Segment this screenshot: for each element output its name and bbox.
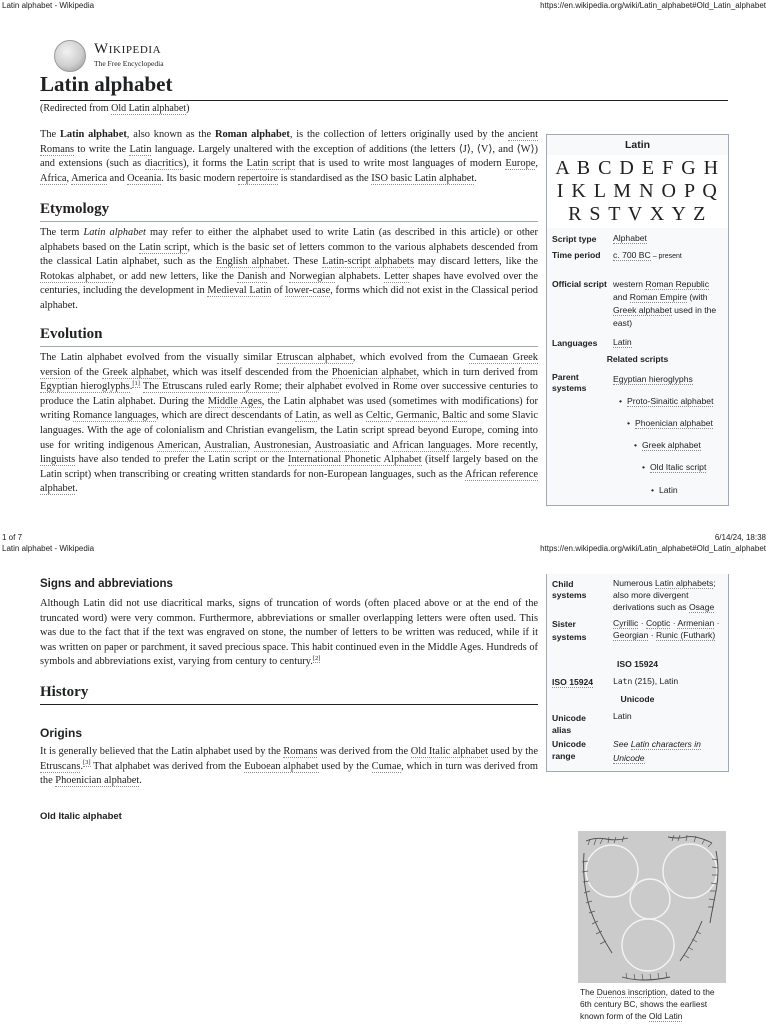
link-middle-ages[interactable]: Middle Ages — [207, 395, 262, 407]
link-medieval-latin[interactable]: Medieval Latin — [207, 285, 272, 297]
signs-paragraph: Although Latin did not use diacritical marks, signs of truncation of words (often placed above or at the end of the truncated word) were very common. Furthermore, abbreviations or smaller overlapping letters were often used. This was due to the fact that if the text was engraved on stone, the number of letters to be written was reduced, while if it was written on paper or parchment, it saved precious space. This habit continued even in the Middle Ages. Hundreds of symbols and abbreviations exist, varying from century to century.[2] — [40, 598, 538, 668]
link-repertoire[interactable]: repertoire — [237, 172, 279, 184]
link-latin-alphabets[interactable]: Latin alphabets — [655, 578, 714, 588]
history-heading: History — [40, 684, 89, 700]
evolution-paragraph: The Latin alphabet evolved from the visually similar Etruscan alphabet, which evolved from the Cumaean Greek version of the Greek alphabet, which was itself descended from the Phoenician alphabet, which in turn derived from Egyptian hieroglyphs.[1] The Etruscans ruled early Rome; their alphabet evolved in Rome over successive centuries to produce the Latin alphabet. During the Middle Ages, the Latin alphabet was used (sometimes with modifications) for writing Romance languages, which are direct descendants of Latin, as well as Celtic, Germanic, Baltic and some Slavic languages. With the age of colonialism and Christian evangelism, the Latin script spread beyond Europe, coming into use for writing indigenous American, Australian, Austronesian, Austroasiatic and African languages. More recently, linguists have also tended to prefer the Latin script or the International Phonetic Alphabet (itself largely based on the Latin script) when transcribing or creating written standards for non-European languages, such as the African reference alphabet. — [40, 352, 539, 495]
intro-paragraph: The Latin alphabet, also known as the Roman alphabet, is the collection of letters originally used by the ancient Romans to write the Latin language. Largely unaltered with the exception of additions (the letters ⟨J⟩, ⟨V⟩, and ⟨W⟩) and extensions (such as diacritics), it forms the Latin script that is used to write most languages of modern Europe, Africa, America and Oceania. Its basic modern repertoire is standardised as the ISO basic Latin alphabet. — [40, 129, 538, 184]
link-american[interactable]: American — [157, 439, 199, 451]
link-iso-basic-latin[interactable]: ISO basic Latin alphabet — [371, 172, 475, 184]
link-phoenician-alphabet-2[interactable]: Phoenician alphabet — [55, 775, 140, 787]
link-latin-2[interactable]: Latin — [295, 410, 318, 422]
link-latin-characters-unicode[interactable]: Latin characters in Unicode — [613, 739, 701, 763]
link-coptic[interactable]: Coptic — [645, 618, 671, 628]
link-latin-script-2[interactable]: Latin script — [139, 241, 188, 253]
link-diacritics[interactable]: diacritics — [144, 158, 183, 170]
wikipedia-wordmark: Wikipedia — [94, 41, 162, 57]
link-germanic[interactable]: Germanic — [395, 410, 437, 422]
link-ancient-romans[interactable]: ancient Romans — [40, 129, 538, 155]
link-parent-phoenician[interactable]: Phoenician alphabet — [635, 418, 713, 428]
link-lower-case[interactable]: lower-case — [285, 285, 331, 297]
link-african-languages[interactable]: African languages — [392, 439, 470, 451]
link-osage[interactable]: Osage — [688, 602, 715, 612]
link-latin-script-alphabets[interactable]: Latin-script alphabets — [322, 256, 414, 268]
link-etruscans[interactable]: Etruscans — [40, 760, 81, 772]
signs-heading: Signs and abbreviations — [40, 578, 173, 590]
evolution-underline — [40, 346, 538, 347]
old-italic-heading: Old Italic alphabet — [40, 811, 122, 822]
print-footer-datetime: 6/14/24, 18:38 — [714, 533, 766, 542]
link-austroasiatic[interactable]: Austroasiatic — [314, 439, 370, 451]
link-cumae[interactable]: Cumae — [371, 760, 402, 772]
origins-heading: Origins — [40, 726, 83, 740]
print-header-title: Latin alphabet - Wikipedia — [2, 1, 95, 10]
latin-letters-row-3: R S T V X Y Z — [568, 203, 707, 225]
link-roman-republic[interactable]: Roman Republic — [645, 279, 710, 289]
link-parent-proto-sinaitic[interactable]: Proto-Sinaitic alphabet — [627, 396, 714, 406]
link-egyptian-hieroglyphs[interactable]: Egyptian hieroglyphs — [40, 381, 130, 393]
link-celtic[interactable]: Celtic — [365, 410, 391, 422]
etymology-heading: Etymology — [40, 201, 110, 217]
infobox-label-child-systems: Child systems — [552, 579, 587, 600]
print-header-url-2: https://en.wikipedia.org/wiki/Latin_alphabet#Old_Latin_alphabet — [540, 544, 766, 553]
link-linguists[interactable]: linguists — [40, 454, 76, 466]
link-armenian[interactable]: Armenian — [677, 618, 715, 628]
infobox-unicode-heading: Unicode — [620, 694, 655, 704]
latin-letters-row-2: I K L M N O P Q — [556, 180, 719, 202]
link-australian[interactable]: Australian — [204, 439, 248, 451]
wikipedia-logo[interactable] — [54, 40, 194, 76]
infobox-official-script-value: western Roman Republic and Roman Empire (with Greek alphabet used in the east) — [613, 279, 717, 328]
infobox-label-script-type: Script type — [552, 234, 597, 244]
link-parent-old-italic[interactable]: Old Italic script — [650, 462, 707, 472]
link-rotokas-alphabet[interactable]: Rotokas alphabet — [40, 270, 113, 282]
redirect-notice: (Redirected from Old Latin alphabet) — [40, 103, 190, 114]
link-cumaean-greek[interactable]: Cumaean Greek version — [40, 352, 538, 378]
redirect-link[interactable]: Old Latin alphabet — [111, 103, 187, 114]
wikipedia-globe-icon — [54, 40, 86, 72]
origins-paragraph: It is generally believed that the Latin alphabet used by the Romans was derived from the Old Italic alphabet used by the Etruscans.[3] That alphabet was derived from the Euboean alphabet used by the Cumae, which in turn was derived from the Phoenician alphabet. — [40, 746, 538, 787]
link-phoenician-alphabet[interactable]: Phoenician alphabet — [331, 366, 417, 378]
title-underline — [40, 100, 728, 101]
latin-letters-row-1: A B C D E F G H — [555, 157, 720, 179]
link-euboean-alphabet[interactable]: Euboean alphabet — [244, 760, 319, 772]
reference-3[interactable]: [3] — [83, 759, 91, 767]
link-duenos-inscription[interactable]: Duenos inscription — [596, 987, 666, 997]
infobox-unicode-range-value: See Latin characters in Unicode — [613, 739, 701, 763]
link-europe[interactable]: Europe — [505, 158, 536, 170]
link-africa[interactable]: Africa — [40, 172, 67, 184]
history-underline — [40, 704, 538, 705]
link-runic[interactable]: Runic (Futhark) — [656, 630, 716, 640]
link-etruscans-ruled-rome[interactable]: The Etruscans ruled early Rome — [142, 381, 279, 393]
link-romance-languages[interactable]: Romance languages — [72, 410, 157, 422]
link-romans[interactable]: Romans — [283, 746, 318, 757]
infobox-iso-value: Latn (215), Latin — [613, 676, 679, 686]
duenos-caption: The Duenos inscription, dated to the 6th century BC, shows the earliest known form of the Old Latin — [580, 987, 715, 1021]
link-english-alphabet[interactable]: English alphabet — [215, 256, 287, 268]
link-latin[interactable]: Latin — [129, 143, 152, 155]
reference-2[interactable]: [2] — [312, 654, 321, 662]
evolution-heading: Evolution — [40, 326, 103, 342]
link-parent-egyptian-hieroglyphs[interactable]: Egyptian hieroglyphs — [613, 374, 693, 384]
link-ipa[interactable]: International Phonetic Alphabet — [288, 454, 422, 466]
link-norwegian[interactable]: Norwegian — [288, 270, 336, 282]
page-title: Latin alphabet — [40, 72, 173, 96]
infobox-top: Latin A B C D E F G H I K L M N O P Q R S T V X Y Z Script type Alphabet Time period c. 700 BC – present Official script western Roman Republic and Roman Empire (with Greek alphabet used in the east) Languages Latin Related scripts Parent systems Egyptian hieroglyphs • Proto-Sinaitic alphabet • Phoenician alphabet • Greek alphabet • Old Italic script • Latin — [546, 134, 729, 506]
infobox-iso-heading: ISO 15924 — [616, 659, 659, 669]
infobox-title: Latin — [624, 139, 651, 151]
etymology-underline — [40, 221, 538, 222]
infobox-label-sister-systems: Sister systems — [552, 619, 587, 642]
duenos-inscription-image[interactable] — [578, 831, 726, 983]
print-header-url: https://en.wikipedia.org/wiki/Latin_alphabet#Old_Latin_alphabet — [540, 1, 766, 10]
infobox-label-time-period: Time period — [552, 250, 601, 260]
link-cyrillic[interactable]: Cyrillic — [613, 618, 639, 628]
link-greek-alphabet[interactable]: Greek alphabet — [102, 366, 167, 378]
print-header-title-2: Latin alphabet - Wikipedia — [2, 544, 95, 553]
link-america[interactable]: America — [71, 172, 107, 184]
print-footer-page: 1 of 7 — [2, 533, 23, 542]
infobox-related-scripts-heading: Related scripts — [606, 354, 669, 364]
link-latin-language[interactable]: Latin — [613, 337, 632, 347]
link-oceania[interactable]: Oceania — [127, 172, 162, 184]
infobox-child-systems-value: Numerous Latin alphabets; also more divergent derivations such as Osage — [613, 578, 716, 612]
wikipedia-tagline: The Free Encyclopedia — [94, 59, 164, 68]
infobox-unicode-alias-value: Latin — [613, 711, 632, 721]
link-austronesian[interactable]: Austronesian — [253, 439, 309, 451]
reference-1[interactable]: [1] — [132, 379, 140, 387]
link-old-italic-alphabet[interactable]: Old Italic alphabet — [410, 746, 489, 757]
infobox-sister-systems-value: Cyrillic · Coptic · Armenian · Georgian · Runic (Futhark) — [613, 618, 720, 640]
link-iso-15924[interactable]: ISO 15924 — [552, 677, 594, 687]
infobox-label-parent-systems: Parent systems — [552, 372, 587, 393]
infobox-label-unicode-alias: Unicode alias — [552, 713, 586, 735]
infobox-label-official-script: Official script — [552, 279, 607, 289]
link-letter[interactable]: Letter — [384, 270, 409, 282]
link-old-latin[interactable]: Old Latin — [648, 1011, 683, 1021]
etymology-paragraph: The term Latin alphabet may refer to either the alphabet used to write Latin (as described in this article) or other alphabets based on the Latin script, which is the basic set of letters common to the various alphabets descended from the classical Latin alphabet, such as the English alphabet. These Latin-script alphabets may discard letters, like the Rotokas alphabet, or add new letters, like the Danish and Norwegian alphabets. Letter shapes have evolved over the centuries, including the development in Medieval Latin of lower-case, forms which did not exist in the Classical period alphabet. — [40, 227, 539, 311]
link-danish[interactable]: Danish — [237, 270, 267, 282]
link-georgian[interactable]: Georgian — [613, 630, 649, 640]
link-baltic[interactable]: Baltic — [442, 410, 468, 422]
link-african-reference-alphabet[interactable]: African reference alphabet — [40, 468, 538, 495]
infobox-continued — [546, 574, 729, 772]
link-greek-alphabet-2[interactable]: Greek alphabet — [613, 305, 672, 315]
link-alphabet[interactable]: Alphabet — [613, 233, 647, 243]
parent-latin: • Latin — [659, 485, 678, 495]
link-latin-script[interactable]: Latin script — [246, 158, 296, 170]
infobox-label-languages: Languages — [552, 338, 598, 348]
infobox-label-unicode-range: Unicode range — [552, 739, 586, 761]
link-parent-greek[interactable]: Greek alphabet — [642, 440, 701, 450]
link-etruscan-alphabet[interactable]: Etruscan alphabet — [276, 352, 353, 363]
link-700-bc[interactable]: c. 700 BC — [613, 250, 651, 260]
link-roman-empire[interactable]: Roman Empire — [629, 292, 688, 302]
